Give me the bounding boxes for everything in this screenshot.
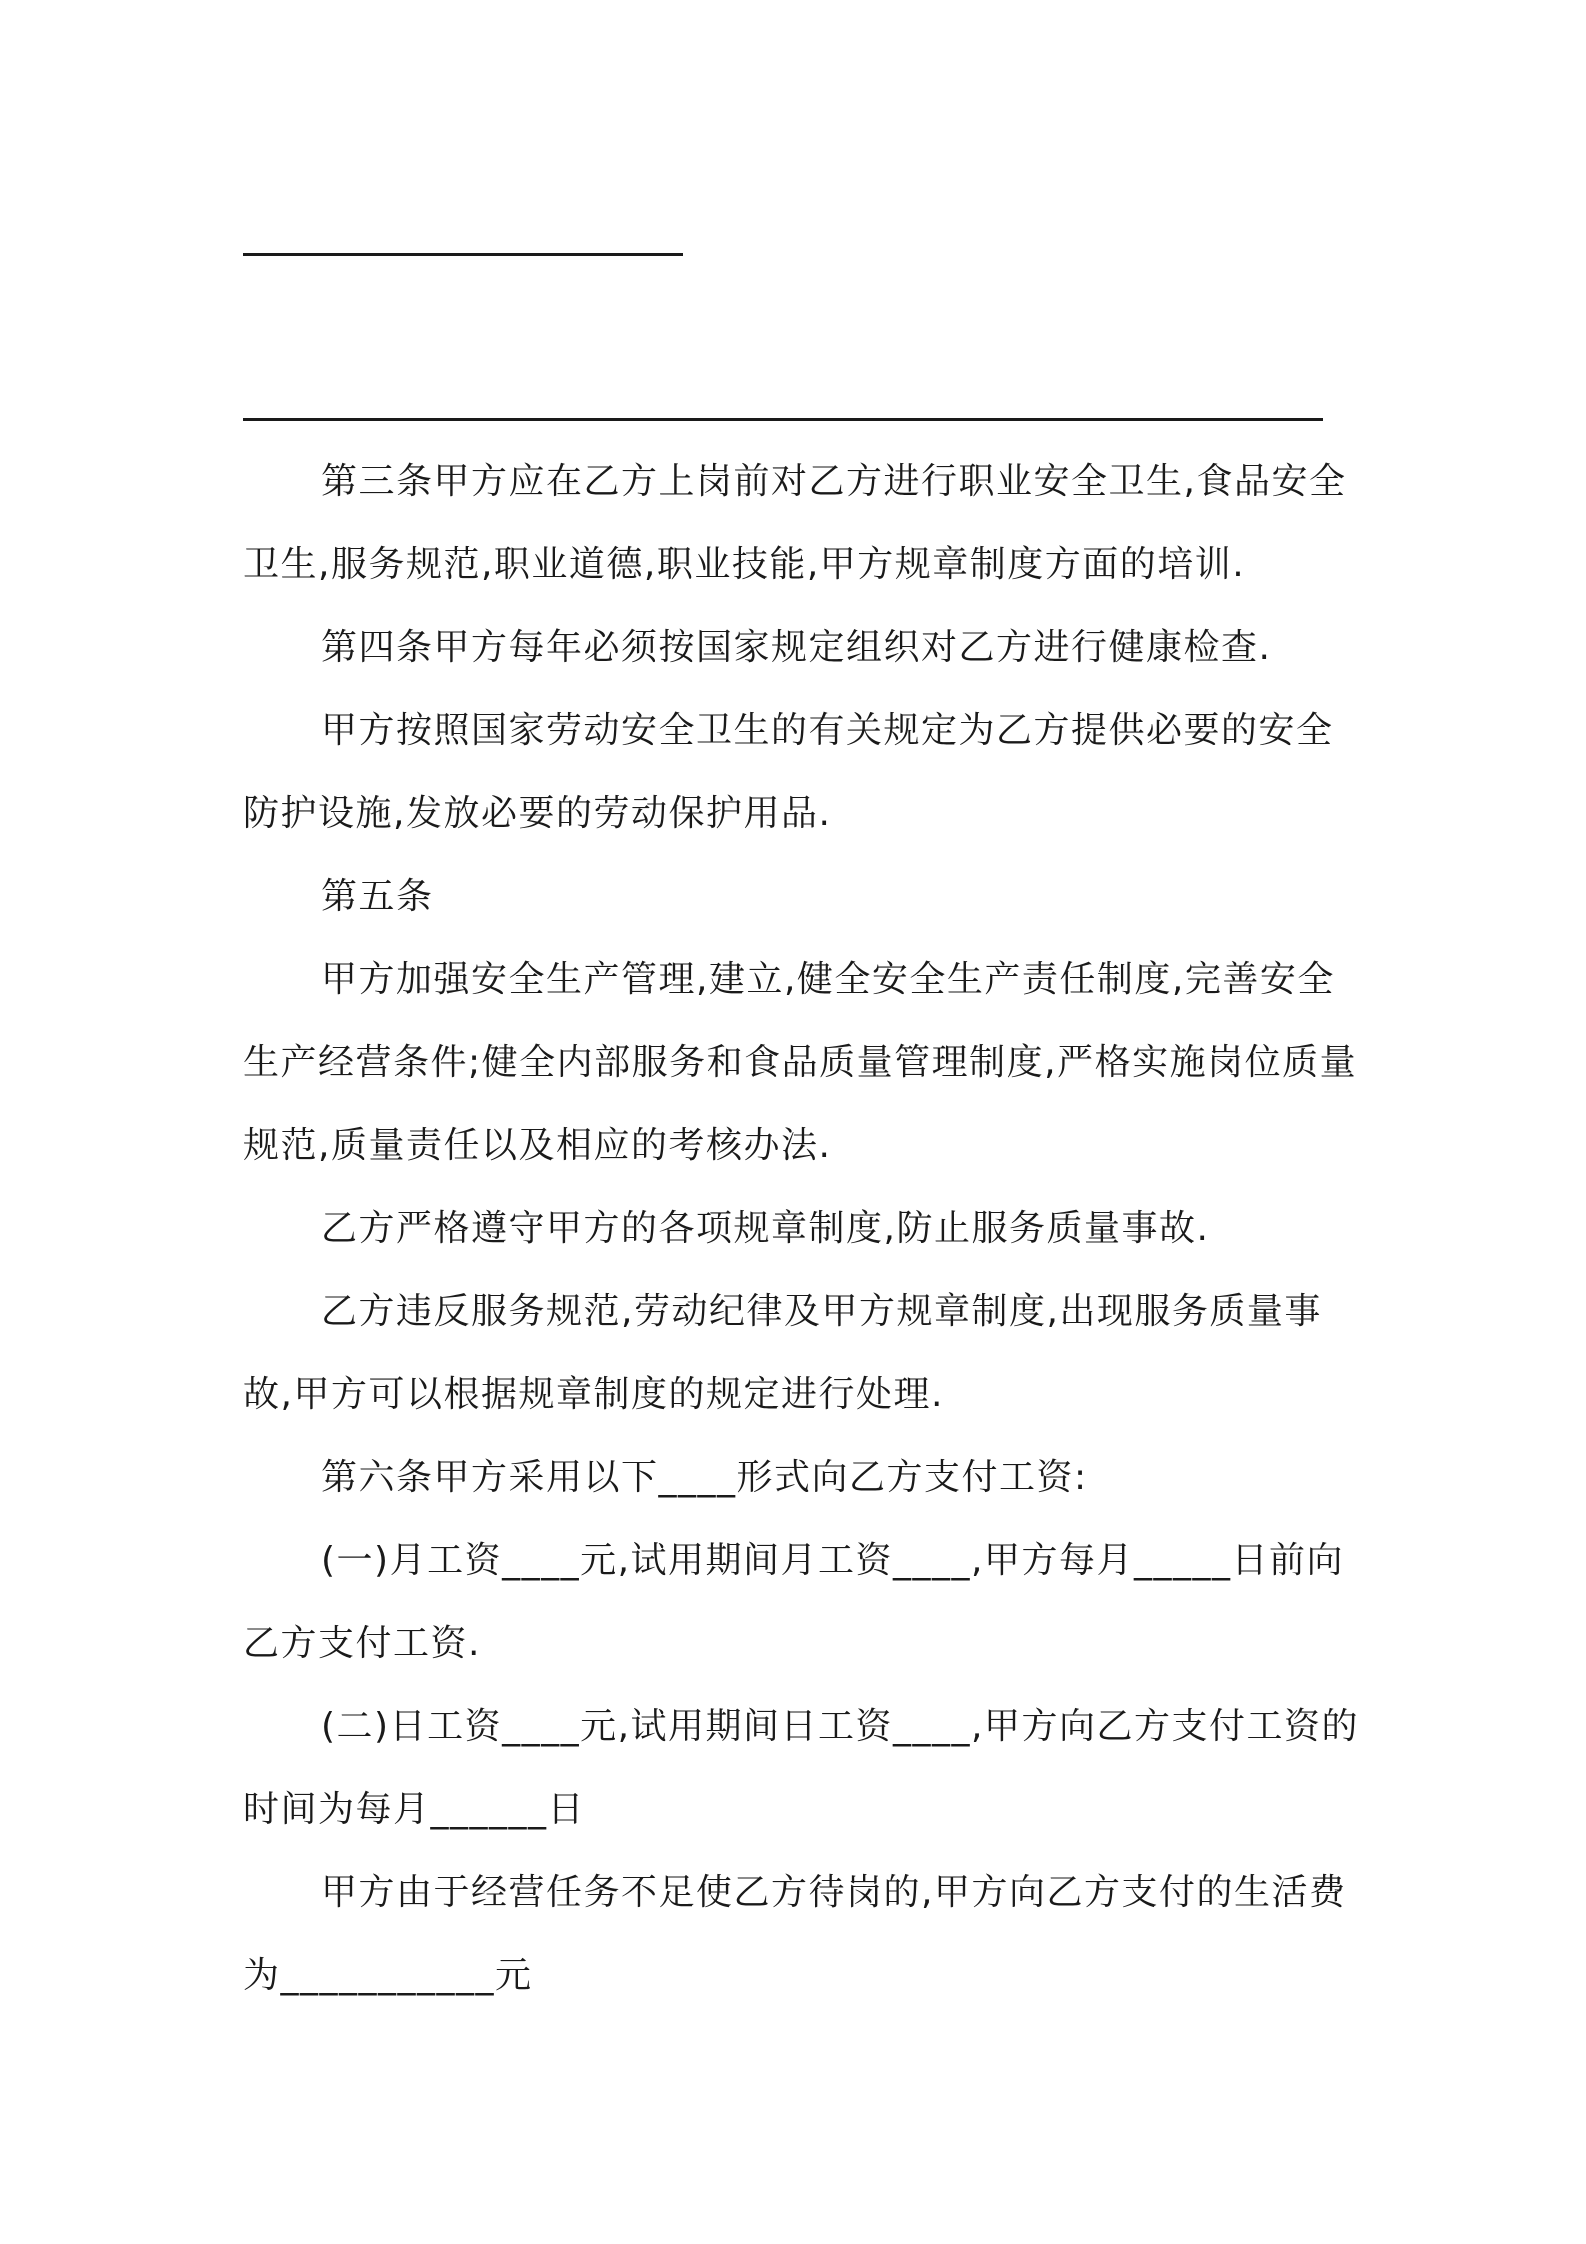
contract-body [243,440,1361,2017]
article-4-paragraph: 第四条甲方每年必须按国家规定组织对乙方进行健康检查. [321,627,1272,668]
living-allowance-paragraph: 甲方由于经营任务不足使乙方待岗的,甲方向乙方支付的生活费为___________元 [243,1872,1347,1996]
article-3-paragraph: 第三条甲方应在乙方上岗前对乙方进行职业安全卫生,食品安全卫生,服务规范,职业道德,职业技能,甲方规章制度方面的培训. [243,461,1347,585]
safety-management-paragraph: 甲方加强安全生产管理,建立,健全安全生产责任制度,完善安全生产经营条件;健全内部服务和食品质量管理制度,严格实施岗位质量规范,质量责任以及相应的考核办法. [243,959,1358,1166]
safety-protection-paragraph: 甲方按照国家劳动安全卫生的有关规定为乙方提供必要的安全防护设施,发放必要的劳动保护用品. [243,710,1334,834]
daily-wage-paragraph: (二)日工资____元,试用期间日工资____,甲方向乙方支付工资的时间为每月______日 [243,1706,1359,1830]
article-5-heading: 第五条 [321,876,434,917]
violation-paragraph: 乙方违反服务规范,劳动纪律及甲方规章制度,出现服务质量事故,甲方可以根据规章制度的规定进行处理. [243,1291,1322,1415]
article-6-paragraph: 第六条甲方采用以下____形式向乙方支付工资: [321,1457,1088,1498]
monthly-wage-paragraph: (一)月工资____元,试用期间月工资____,甲方每月_____日前向乙方支付工资. [243,1540,1344,1664]
compliance-paragraph: 乙方严格遵守甲方的各项规章制度,防止服务质量事故. [321,1208,1210,1249]
blank-fill-line-short [243,253,683,256]
blank-fill-line-long [243,418,1323,421]
